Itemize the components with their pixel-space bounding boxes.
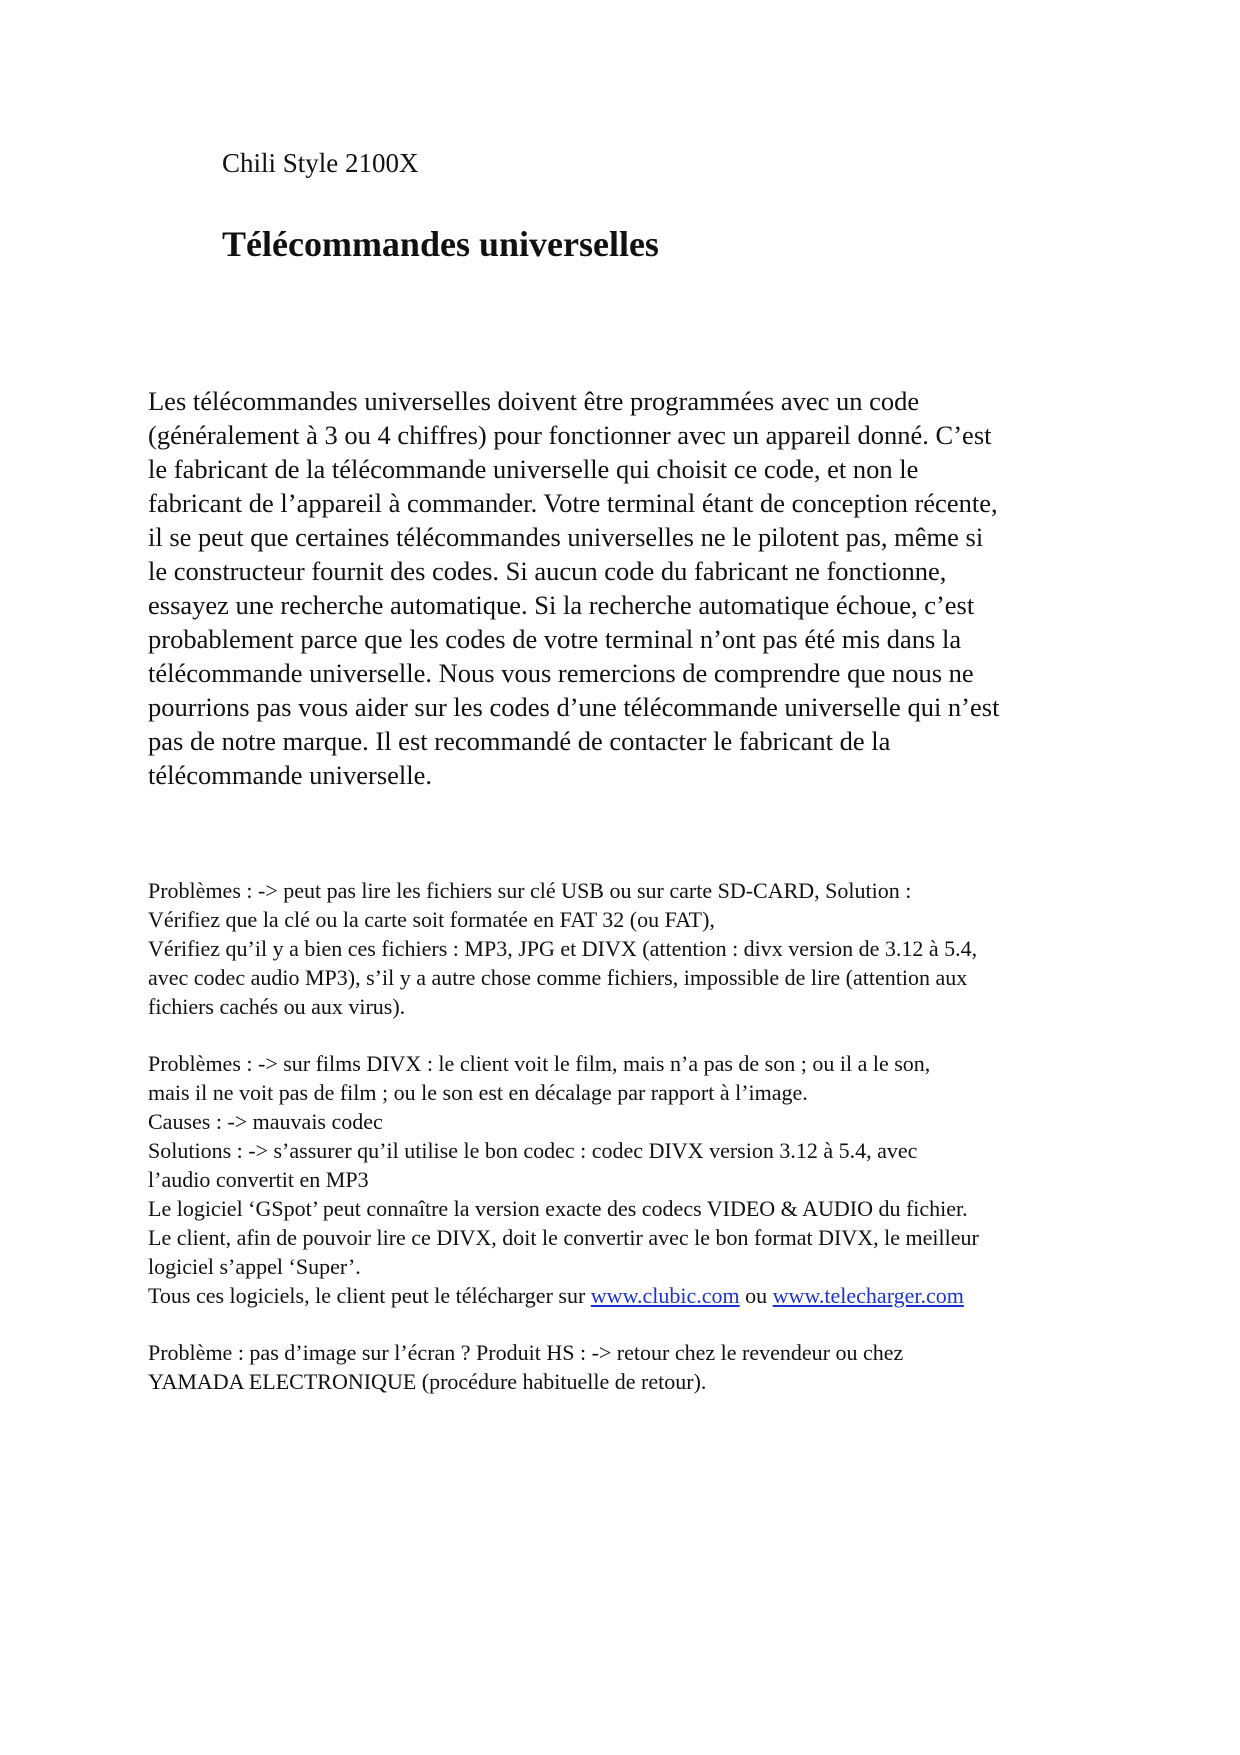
paragraph-line: (généralement à 3 ou 4 chiffres) pour fonctionner avec un appareil donné. C’est — [148, 420, 992, 450]
paragraph-line: le fabricant de la télécommande universelle qui choisit ce code, et non le — [148, 454, 919, 484]
paragraph-line: pourrions pas vous aider sur les codes d’une télécommande universelle qui n’est — [148, 692, 1000, 722]
faq-line: l’audio convertit en MP3 — [148, 1167, 369, 1192]
download-prefix: Tous ces logiciels, le client peut le télécharger sur — [148, 1283, 591, 1308]
link-separator: ou — [739, 1283, 773, 1308]
telecharger-link[interactable]: www.telecharger.com — [772, 1283, 964, 1308]
faq-line: Vérifiez que la clé ou la carte soit formatée en FAT 32 (ou FAT), — [148, 907, 715, 932]
faq-line: YAMADA ELECTRONIQUE (procédure habituelle de retour). — [148, 1369, 707, 1394]
faq-line: Le logiciel ‘GSpot’ peut connaître la version exacte des codecs VIDEO & AUDIO du fichier. — [148, 1196, 968, 1221]
paragraph-line: Les télécommandes universelles doivent être programmées avec un code — [148, 386, 920, 416]
download-line — [148, 1281, 1108, 1310]
faq-line: Causes : -> mauvais codec — [148, 1109, 383, 1134]
faq-line: avec codec audio MP3), s’il y a autre chose comme fichiers, impossible de lire (attention aux — [148, 965, 968, 990]
faq-display-section — [148, 1338, 1108, 1396]
faq-line: Vérifiez qu’il y a bien ces fichiers : MP3, JPG et DIVX (attention : divx version de 3.12 à 5.4, — [148, 936, 978, 961]
intro-paragraph — [148, 384, 1108, 792]
paragraph-line: télécommande universelle. — [148, 760, 433, 790]
faq-line: Solutions : -> s’assurer qu’il utilise le bon codec : codec DIVX version 3.12 à 5.4, avec — [148, 1138, 918, 1163]
faq-line: logiciel s’appel ‘Super’. — [148, 1254, 361, 1279]
faq-usb-section — [148, 876, 1108, 1021]
faq-line: mais il ne voit pas de film ; ou le son est en décalage par rapport à l’image. — [148, 1080, 808, 1105]
paragraph-line: télécommande universelle. Nous vous remercions de comprendre que nous ne — [148, 658, 974, 688]
faq-line: fichiers cachés ou aux virus). — [148, 994, 406, 1019]
paragraph-line: pas de notre marque. Il est recommandé de contacter le fabricant de la — [148, 726, 891, 756]
paragraph-line: le constructeur fournit des codes. Si aucun code du fabricant ne fonctionne, — [148, 556, 947, 586]
page-title: Télécommandes universelles — [222, 224, 659, 264]
faq-line: Le client, afin de pouvoir lire ce DIVX, doit le convertir avec le bon format DIVX, le meilleur — [148, 1225, 979, 1250]
faq-line: Problème : pas d’image sur l’écran ? Produit HS : -> retour chez le revendeur ou chez — [148, 1340, 904, 1365]
faq-line: Problèmes : -> peut pas lire les fichiers sur clé USB ou sur carte SD-CARD, Solution : — [148, 878, 912, 903]
paragraph-line: probablement parce que les codes de votre terminal n’ont pas été mis dans la — [148, 624, 962, 654]
clubic-link[interactable]: www.clubic.com — [590, 1283, 740, 1308]
product-name: Chili Style 2100X — [222, 148, 419, 178]
paragraph-line: il se peut que certaines télécommandes universelles ne le pilotent pas, même si — [148, 522, 984, 552]
paragraph-line: fabricant de l’appareil à commander. Votre terminal étant de conception récente, — [148, 488, 998, 518]
faq-divx-section — [148, 1049, 1108, 1310]
paragraph-line: essayez une recherche automatique. Si la recherche automatique échoue, c’est — [148, 590, 975, 620]
faq-line: Problèmes : -> sur films DIVX : le client voit le film, mais n’a pas de son ; ou il a le son, — [148, 1051, 931, 1076]
